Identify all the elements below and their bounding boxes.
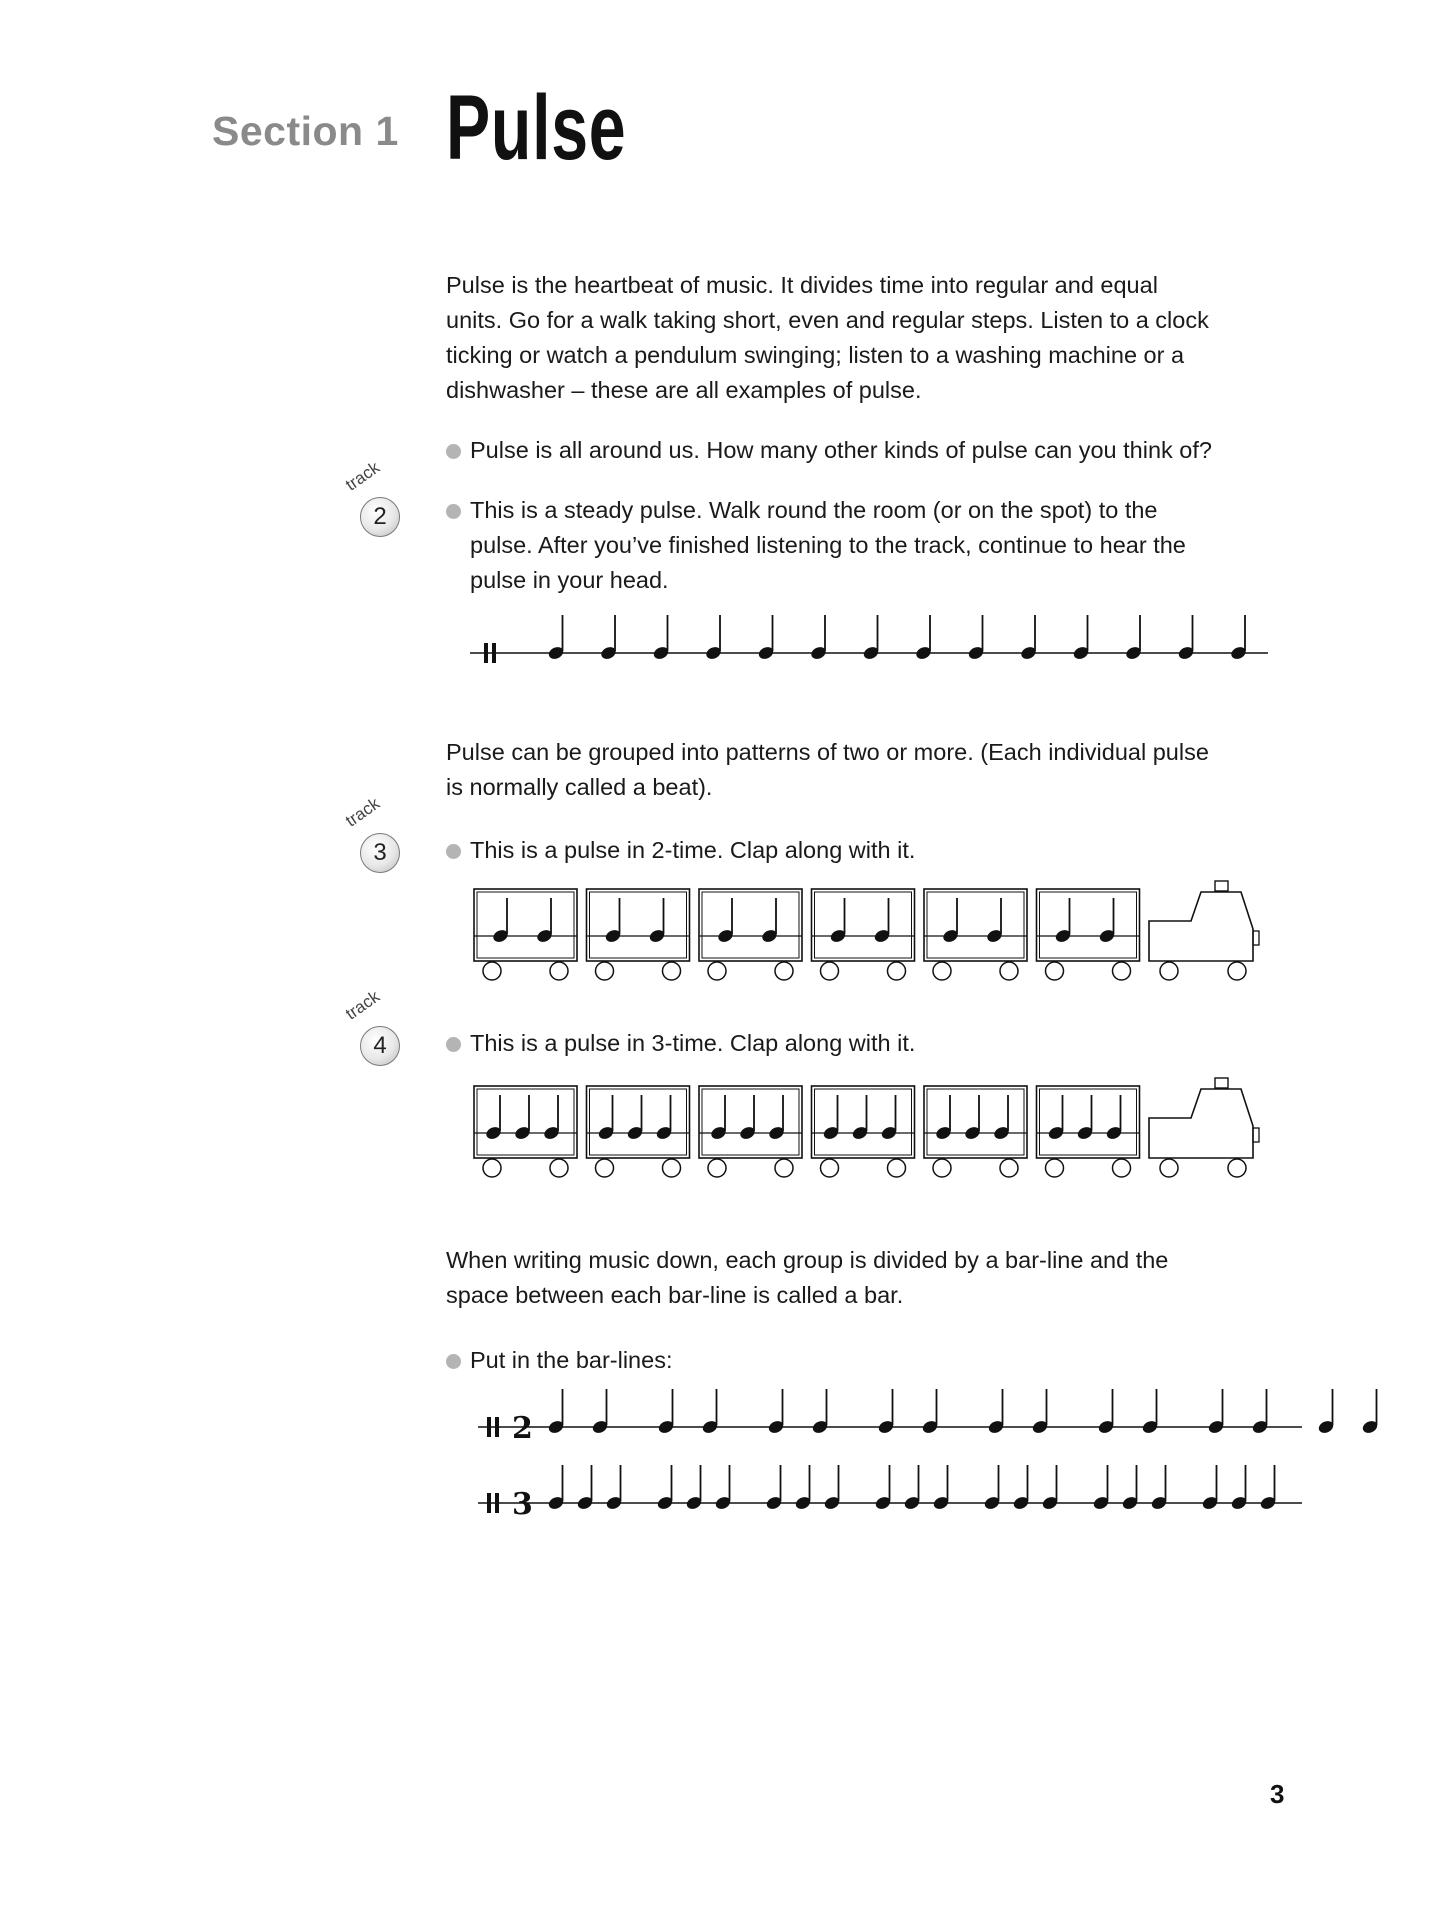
page-title: Pulse [446,77,627,179]
train-wagon-inner [927,1089,1024,1155]
percussion-clef-bar [492,643,496,663]
train-wagon [587,1086,690,1158]
bullet-dot-icon [446,1037,461,1052]
train-wagon-inner [477,1089,574,1155]
train-wagon [924,889,1027,961]
train-wagon [1037,889,1140,961]
train-wheel [596,962,614,980]
train-wagon [587,889,690,961]
train-wheel [888,962,906,980]
percussion-clef-bar [487,1417,491,1437]
train-wheel [821,1159,839,1177]
train-wagon-inner [702,1089,799,1155]
bullet-two-time [446,833,1290,868]
writing-paragraph [446,1243,1266,1313]
train-wagon-inner [815,1089,912,1155]
train-engine-chimney [1215,881,1228,891]
train-wheel [1113,1159,1131,1177]
train-wheel [550,1159,568,1177]
train-wagon-inner [927,892,1024,958]
bullet-text: This is a pulse in 3-time. Clap along with it. [470,1030,916,1056]
train-wagon-inner [815,892,912,958]
track-label: track [342,986,384,1024]
train-wheel [708,1159,726,1177]
track-label: track [342,793,384,831]
grouping-paragraph [446,735,1266,805]
train-wheel [1228,1159,1246,1177]
train-engine-lamp [1253,931,1259,945]
bullet-three-time [446,1026,1290,1061]
train-wheel [775,1159,793,1177]
track-label: track [342,457,384,495]
train-wagon-inner [477,892,574,958]
writing-line: space between each bar-line is called a bar. [446,1282,904,1308]
grouping-line: is normally called a beat). [446,774,713,800]
train-wheel [888,1159,906,1177]
percussion-clef-bar [495,1493,499,1513]
train-wheel [821,962,839,980]
bullet-line: pulse. After you’ve finished listening to the track, continue to hear the [470,532,1186,558]
intro-line: dishwasher – these are all examples of pulse. [446,377,922,403]
train-engine-chimney [1215,1078,1228,1088]
train-engine [1149,1089,1253,1158]
train-wheel [663,1159,681,1177]
intro-line: units. Go for a walk taking short, even and regular steps. Listen to a clock [446,307,1209,333]
train-wheel [596,1159,614,1177]
train-wheel [663,962,681,980]
train-wheel [1160,1159,1178,1177]
track-number: 4 [373,1032,387,1059]
train-wagon-inner [702,892,799,958]
train-wheel [933,962,951,980]
train-wagon [812,1086,915,1158]
train-wagon [699,889,802,961]
train-wagon-inner [1040,892,1137,958]
train-wheel [1113,962,1131,980]
train-wheel [483,962,501,980]
train-wagon [812,889,915,961]
bullet-dot-icon [446,1354,461,1369]
cd-track-icon [360,833,400,873]
bullet-text: This is a pulse in 2-time. Clap along with it. [470,837,916,863]
bullet-line: This is a steady pulse. Walk round the room (or on the spot) to the [470,497,1158,523]
intro-line: Pulse is the heartbeat of music. It divides time into regular and equal [446,272,1158,298]
train-wagon [699,1086,802,1158]
train-wheel [1046,962,1064,980]
train-wagon [474,1086,577,1158]
writing-line: When writing music down, each group is divided by a bar-line and the [446,1247,1169,1273]
percussion-clef-bar [495,1417,499,1437]
grouping-line: Pulse can be grouped into patterns of two or more. (Each individual pulse [446,739,1209,765]
train-wheel [1046,1159,1064,1177]
track-4-badge[interactable] [342,986,416,1078]
time-signature: 3 [512,1487,533,1522]
bullet-bar-lines [446,1343,1290,1378]
train-wheel [933,1159,951,1177]
bullet-text: Pulse is all around us. How many other kinds of pulse can you think of? [470,437,1212,463]
train-wagon [924,1086,1027,1158]
track-number: 2 [373,503,387,530]
track-3-badge[interactable] [342,793,416,885]
time-signature: 2 [512,1411,533,1446]
intro-line: ticking or watch a pendulum swinging; listen to a washing machine or a [446,342,1185,368]
train-wagon-inner [590,1089,687,1155]
train-wheel [1000,962,1018,980]
train-engine [1149,892,1253,961]
train-wheel [550,962,568,980]
train-wagon [474,889,577,961]
percussion-clef-bar [487,1493,491,1513]
bullet-line: pulse in your head. [470,567,669,593]
train-wheel [483,1159,501,1177]
track-number: 3 [373,839,387,866]
percussion-clef-bar [484,643,488,663]
train-wheel [1000,1159,1018,1177]
train-wagon-inner [1040,1089,1137,1155]
train-wagon [1037,1086,1140,1158]
train-wheel [775,962,793,980]
bullet-text: Put in the bar-lines: [470,1347,673,1373]
cd-track-icon [360,1026,400,1066]
train-wheel [708,962,726,980]
train-engine-lamp [1253,1128,1259,1142]
train-wheel [1228,962,1246,980]
section-label: Section 1 [212,108,399,154]
bullet-dot-icon [446,844,461,859]
train-wheel [1160,962,1178,980]
page-number: 3 [1270,1779,1285,1809]
train-wagon-inner [590,892,687,958]
